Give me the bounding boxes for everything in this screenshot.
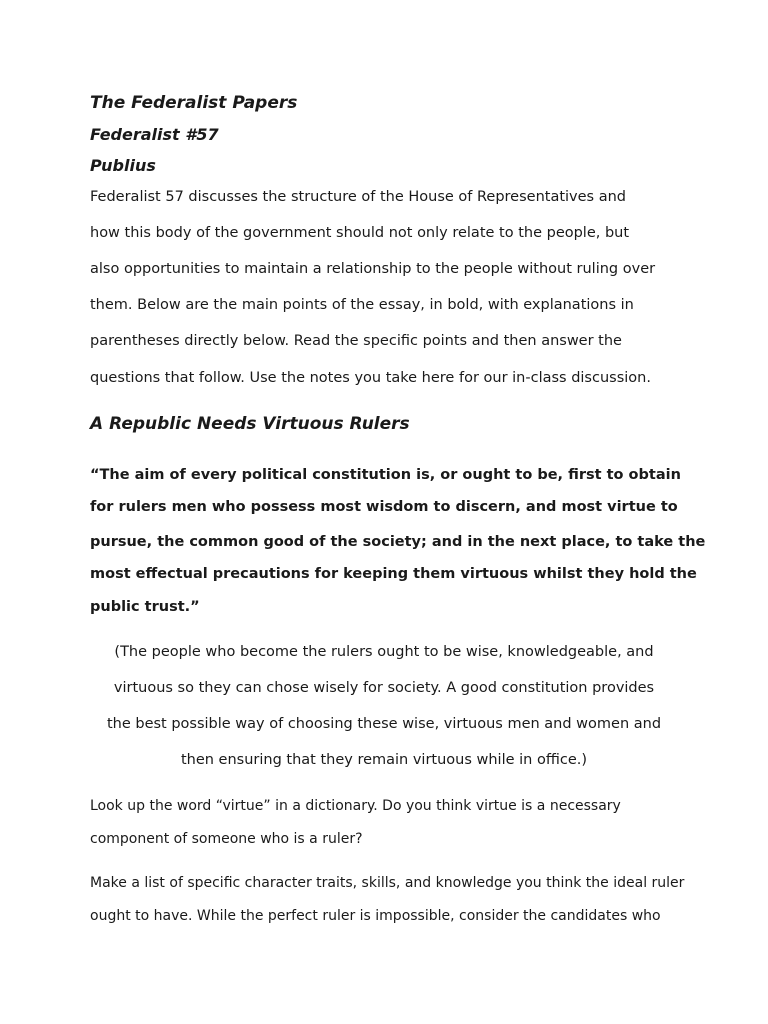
explanation-line: (The people who become the rulers ought to be wise, knowledgeable, and [114,644,654,660]
quote-line: most effectual precautions for keeping them virtuous whilst they hold the [90,566,697,582]
explanation-line: virtuous so they can chose wisely for society. A good constitution provides [113,680,655,696]
question-line: Look up the word “virtue” in a dictionary. Do you think virtue is a necessary [90,798,621,814]
quote-line: public trust.” [90,599,200,615]
quote-line: for rulers men who possess most wisdom to discern, and most virtue to [90,499,678,515]
intro-line: them. Below are the main points of the essay, in bold, with explanations in [90,297,634,313]
intro-line: Federalist 57 discusses the structure of the House of Representatives and [90,189,626,205]
document-subtitle: Federalist #57 [90,125,219,144]
document-title: The Federalist Papers [90,93,298,113]
intro-line: how this body of the government should not only relate to the people, but [90,225,630,241]
document-author: Publius [90,156,156,175]
explanation-line: the best possible way of choosing these wise, virtuous men and women and [106,716,662,732]
section-heading: A Republic Needs Virtuous Rulers [90,414,410,434]
intro-line: questions that follow. Use the notes you take here for our in-class discussion. [90,370,651,386]
question-line: ought to have. While the perfect ruler is impossible, consider the candidates who [90,908,661,924]
intro-line: also opportunities to maintain a relationship to the people without ruling over [90,261,656,277]
intro-line: parentheses directly below. Read the specific points and then answer the [90,333,622,349]
explanation-line: then ensuring that they remain virtuous while in office.) [180,752,588,768]
quote-line: pursue, the common good of the society; and in the next place, to take the [90,534,706,550]
question-line: component of someone who is a ruler? [90,831,363,847]
question-line: Make a list of specific character traits, skills, and knowledge you think the ideal ruler [90,875,685,891]
quote-line: “The aim of every political constitution is, or ought to be, first to obtain [90,467,681,483]
